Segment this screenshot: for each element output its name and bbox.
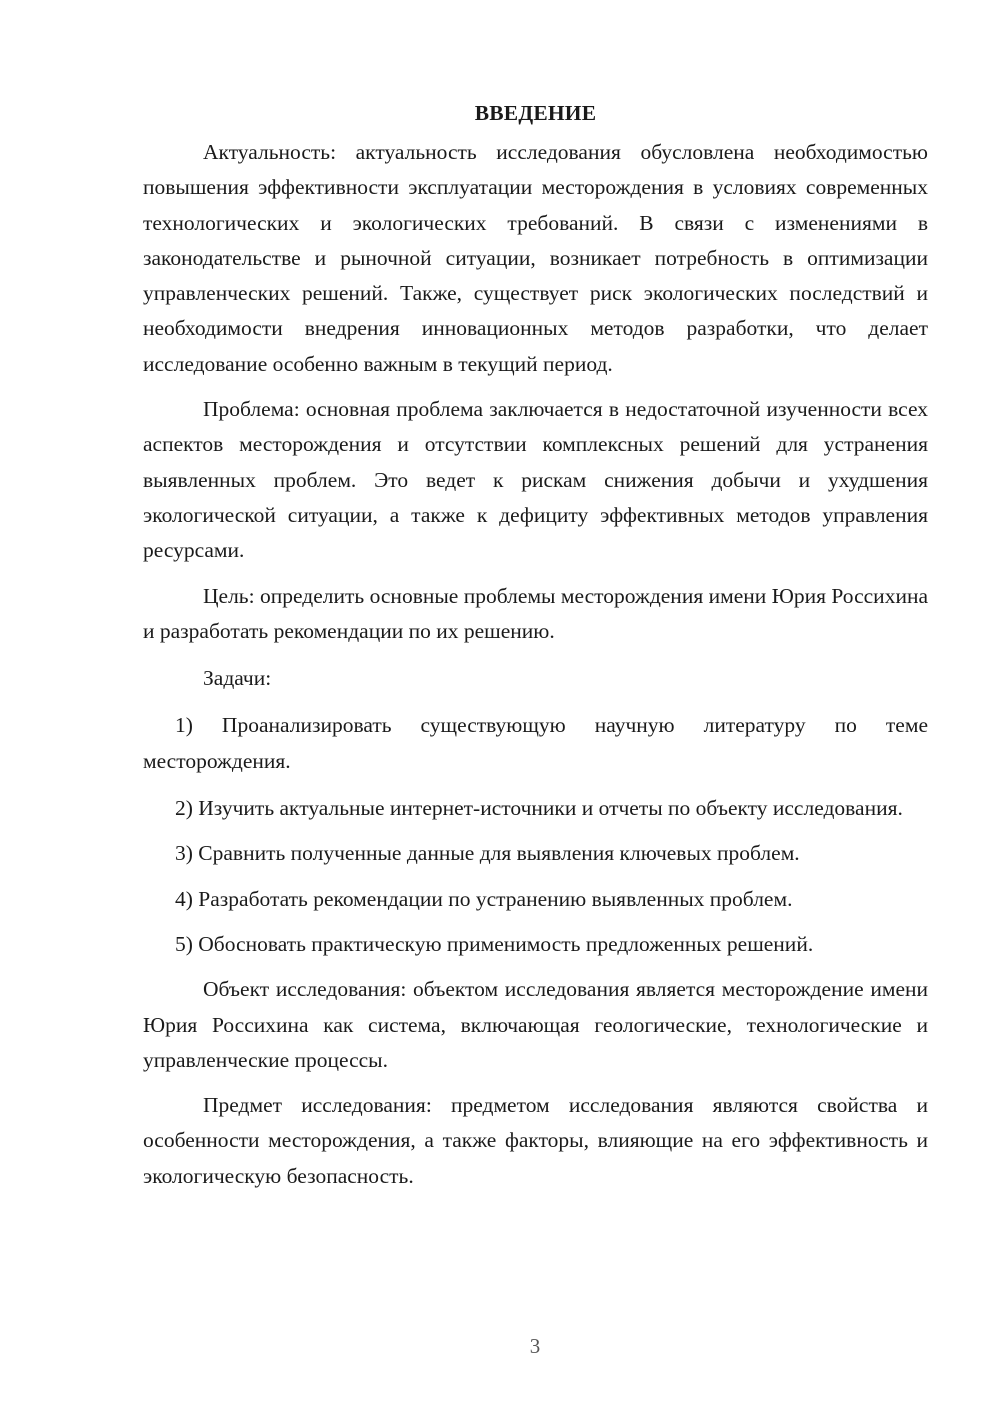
- page-number: 3: [529, 1334, 541, 1358]
- task-item: 5) Обосновать практическую применимость предложенных решений.: [175, 931, 814, 956]
- task-item: 4) Разработать рекомендации по устранению выявленных проблем.: [175, 886, 793, 911]
- goal-paragraph: Цель: определить основные проблемы месторождения имени Юрия Россихина и разработать рекомендации по их решению.: [143, 583, 928, 643]
- object-paragraph: Объект исследования: объектом исследования является месторождение имени Юрия Россихина как система, включающая геологические, технологические и управленческие процессы.: [143, 977, 928, 1072]
- task-item: 3) Сравнить полученные данные для выявления ключевых проблем.: [175, 841, 800, 866]
- task-item: 1) Проанализировать существующую научную литературу по теме месторождения.: [143, 713, 928, 773]
- relevance-paragraph: Актуальность: актуальность исследования обусловлена необходимостью повышения эффективности эксплуатации месторождения в условиях современных технологических и экологических требований. В связи с изменениями в законодательстве и рыночной ситуации, возникает потребность в оптимизации управленческих решений. Также, существует риск экологических последствий и необходимости внедрения инновационных методов разработки, что делает исследование особенно важным в текущий период.: [143, 140, 928, 376]
- page-title: ВВЕДЕНИЕ: [474, 101, 597, 125]
- problem-paragraph: Проблема: основная проблема заключается в недостаточной изученности всех аспектов месторождения и отсутствии комплексных решений для устранения выявленных проблем. Это ведет к рискам снижения добычи и ухудшения экологической ситуации, а также к дефициту эффективных методов управления ресурсами.: [143, 397, 928, 563]
- tasks-heading: Задачи:: [203, 666, 272, 691]
- task-item: 2) Изучить актуальные интернет-источники и отчеты по объекту исследования.: [175, 796, 903, 821]
- subject-paragraph: Предмет исследования: предметом исследования являются свойства и особенности месторождения, а также факторы, влияющие на его эффективность и экологическую безопасность.: [143, 1093, 928, 1188]
- document-page: [143, 96, 928, 1194]
